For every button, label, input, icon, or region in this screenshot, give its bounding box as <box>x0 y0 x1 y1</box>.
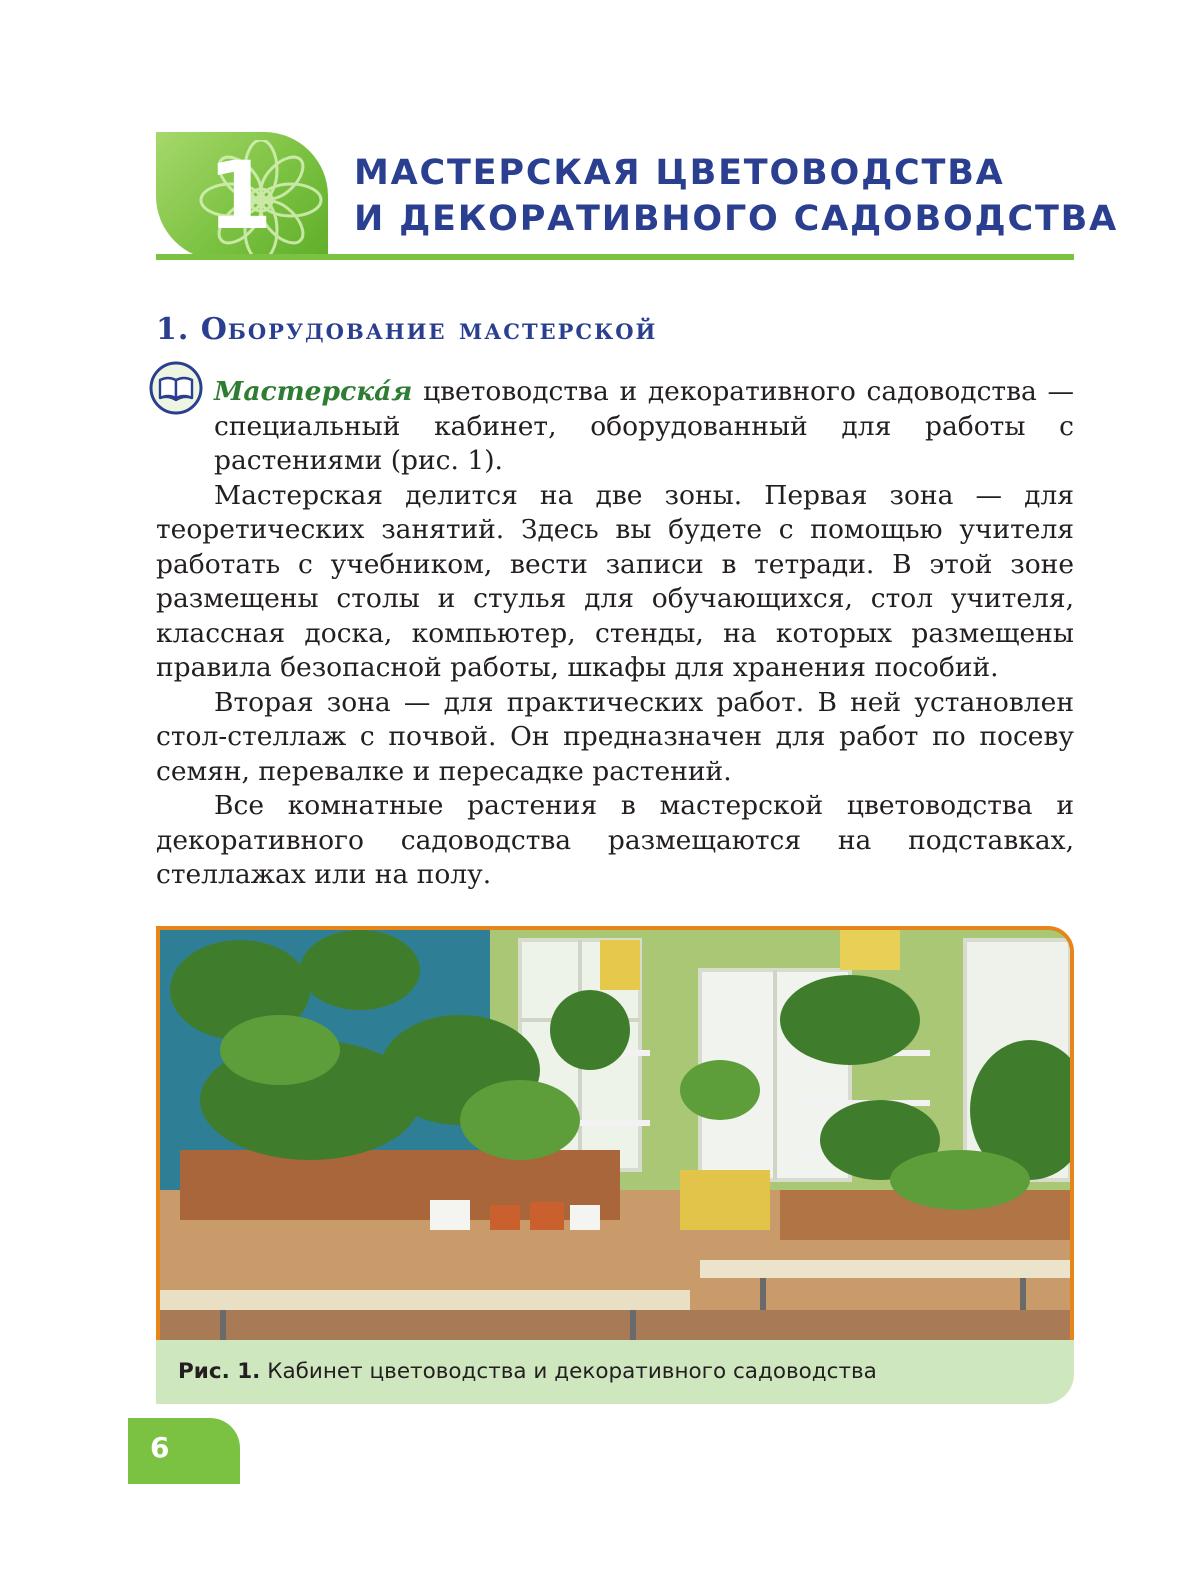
chapter-divider <box>156 254 1074 260</box>
section-number: 1. <box>156 312 190 347</box>
term-masterskaya: Мастерска́я <box>214 376 413 407</box>
section-title <box>201 312 658 347</box>
figure-caption <box>178 1356 877 1388</box>
chapter-title-line-2: И ДЕКОРАТИВНОГО САДОВОДСТВА <box>354 199 1119 239</box>
chapter-title <box>354 150 1118 242</box>
section-title-initial: О <box>200 312 228 347</box>
body-text <box>156 375 1074 893</box>
figure-photo <box>156 926 1074 1344</box>
paragraph-zones: Мастерская делится на две зоны. Первая зона — для теоретических занятий. Здесь вы будете с помощью учителя работать с учебником, вести записи в тетради. В этой зоне размещены столы и стулья для обучающихся, стол учителя, классная доска, компьютер, стенды, на которых размещены правила безопасной работы, шкафы для хранения пособий. <box>156 479 1074 683</box>
chapter-number: 1 <box>207 142 273 251</box>
classroom-photo <box>160 930 1070 1340</box>
section-heading <box>156 308 657 352</box>
caption-label: Рис. 1. <box>178 1359 261 1384</box>
definition-paragraph <box>156 375 1074 479</box>
chapter-title-line-1: МАСТЕРСКАЯ ЦВЕТОВОДСТВА <box>354 153 1005 193</box>
definition-text: цветоводства и декоративного садоводства — специальный кабинет, оборудованный для работы с растениями (рис. 1). <box>214 376 1074 476</box>
paragraph-plants: Все комнатные растения в мастерской цветоводства и декоративного садоводства размещаются на подставках, стеллажах или на полу. <box>156 790 1074 890</box>
page-number: 6 <box>150 1431 170 1464</box>
section-title-rest: борудование мастерской <box>227 312 658 347</box>
caption-text: Кабинет цветоводства и декоративного садоводства <box>260 1359 877 1384</box>
paragraph-practical-zone: Вторая зона — для практических работ. В ней установлен стол-стеллаж с почвой. Он предназначен для работ по посеву семян, перевалке и пересадке растений. <box>156 686 1074 787</box>
page-number-tab <box>128 1418 240 1484</box>
